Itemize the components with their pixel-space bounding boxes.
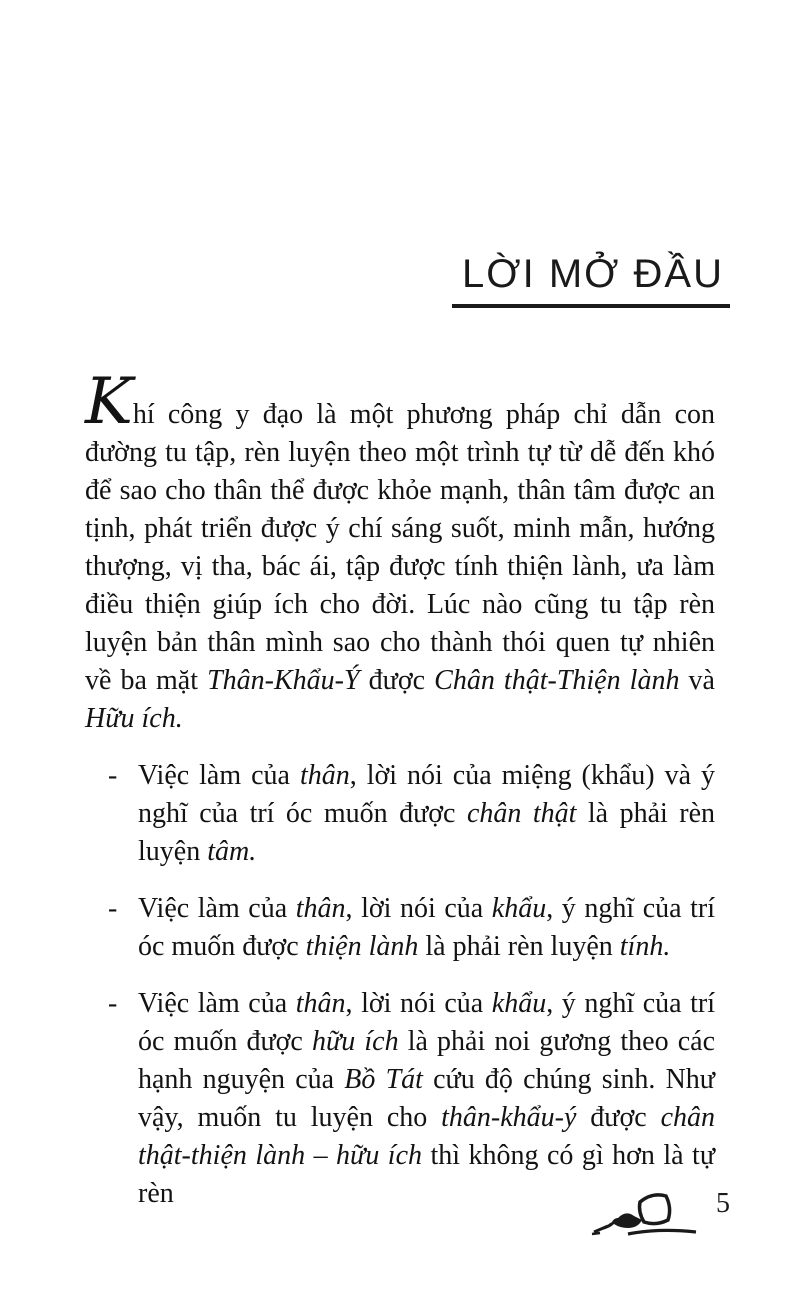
page-footer (588, 1186, 738, 1242)
ink-flourish-icon (588, 1188, 698, 1245)
list-item-text: Việc làm của thân, lời nói của khẩu, ý nghĩ của trí óc muốn được hữu ích là phải noi gương theo các hạnh nguyện của Bồ Tát cứu độ chúng sinh. Như vậy, muốn tu luyện cho thân-khẩu-ý được chân thật-thiện lành – hữu ích thì không có gì hơn là tự rèn (138, 988, 716, 1209)
list-item (85, 985, 715, 1213)
dash-marker: - (108, 988, 118, 1019)
page-number: 5 (716, 1188, 730, 1219)
dash-marker: - (108, 760, 118, 791)
opening-paragraph (85, 365, 715, 738)
list-item-text: Việc làm của thân, lời nói của miệng (khẩu) và ý nghĩ của trí óc muốn được chân thật là phải rèn luyện tâm. (138, 760, 716, 867)
drop-cap: K (85, 365, 131, 439)
paragraph-text: hí công y đạo là một phương pháp chỉ dẫn con đường tu tập, rèn luyện theo một trình tự từ dễ đến khó để sao cho thân thể được khỏe mạnh, thân tâm được an tịnh, phát triển được ý chí sáng suốt, minh mẫn, hướng thượng, vị tha, bác ái, tập được tính thiện lành, ưa làm điều thiện giúp ích cho đời. Lúc nào cũng tu tập rèn luyện bản thân mình sao cho thành thói quen tự nhiên về ba mặt Thân-Khẩu-Ý được Chân thật-Thiện lành và Hữu ích. (85, 399, 715, 734)
list-item-text: Việc làm của thân, lời nói của khẩu, ý nghĩ của trí óc muốn được thiện lành là phải rèn luyện tính. (138, 893, 716, 962)
page-title: LỜI MỞ ĐẦU (452, 252, 730, 308)
chapter-title-wrap (452, 252, 730, 308)
list-item (85, 757, 715, 871)
dash-marker: - (108, 893, 118, 924)
list-item (85, 890, 715, 966)
text-block (85, 365, 716, 1213)
